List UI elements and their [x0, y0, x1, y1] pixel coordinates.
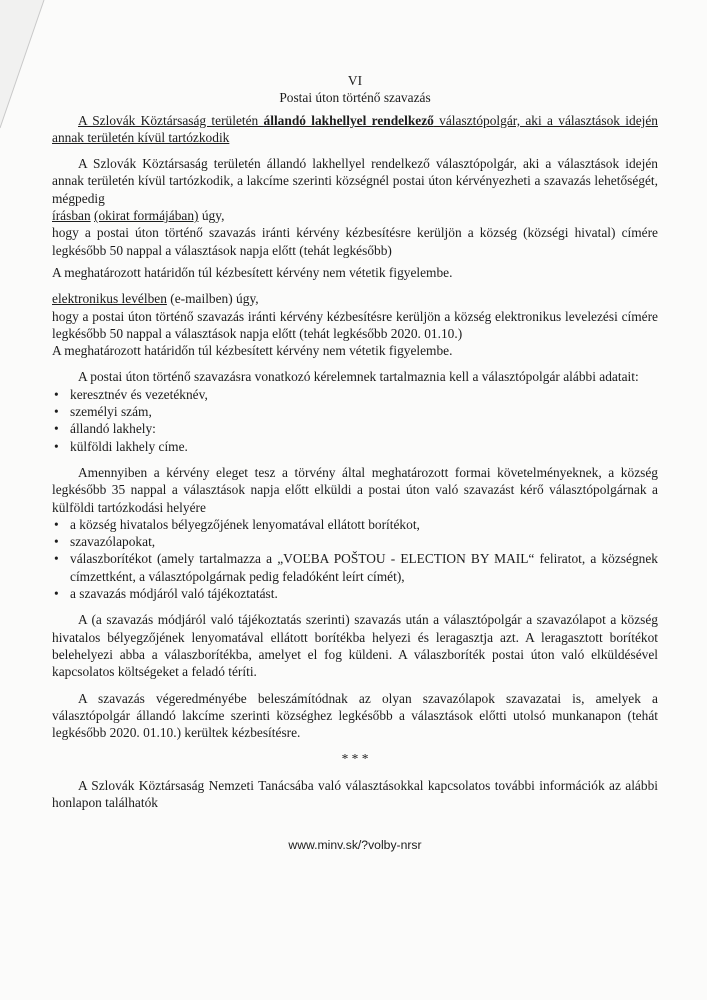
written-label-line — [52, 207, 658, 224]
intro-paragraph: A Szlovák Köztársaság területén állandó lakhellyel rendelkező választópolgár, aki a választások idején annak területén kívül tartózkodik, a lakcíme szerinti községnél postai úton kérvényezheti a szavazás lehetőségét, mégpedig — [52, 156, 658, 206]
request-list — [52, 386, 658, 455]
list-item: • külföldi lakhely címe. — [52, 438, 658, 455]
section-number: VI — [347, 73, 363, 88]
heading-part-1: A Szlovák Köztársaság területén — [78, 112, 264, 128]
separator-asterisks: * * * — [341, 751, 369, 767]
written-label-tail: úgy, — [198, 208, 225, 224]
sending-list — [52, 516, 658, 602]
document-page — [52, 72, 658, 855]
list-item: • keresztnév és vezetéknév, — [52, 386, 658, 403]
email-label-line — [52, 290, 658, 307]
page-corner-fold — [0, 0, 60, 130]
info-paragraph: A Szlovák Köztársaság Nemzeti Tanácsába való választásokkal kapcsolatos további információk az alábbi honlapon találhatók — [52, 777, 658, 810]
sending-paragraph: Amennyiben a kérvény eleget tesz a törvény által meghatározott formai követelményeknek, a község legkésőbb 35 nappal a választások napja előtt elküldi a postai úton való szavazást kérő választópolgárnak a külföldi tartózkodási helyére — [52, 464, 658, 515]
list-item: • a szavazás módjáról való tájékoztatást. — [52, 585, 658, 602]
list-item: • személyi szám, — [52, 403, 658, 420]
written-deadline-note: A meghatározott határidőn túl kézbesített kérvény nem vétetik figyelembe. — [52, 264, 453, 280]
section-heading — [52, 112, 658, 147]
list-item: • a község hivatalos bélyegzőjének lenyomatával ellátott borítékot, — [52, 516, 658, 533]
written-label-note: (okirat formájában) — [94, 208, 199, 224]
result-paragraph: A szavazás végeredményébe beleszámítódnak az olyan szavazólapok szavazatai is, amelyek a választópolgár állandó lakcíme szerinti községhez legkésőbb a választások előtti utolsó munkanapon (tehát legkésőbb 2020. 01.10.) kerültek kézbesítésre. — [52, 690, 658, 741]
heading-part-2-bold: állandó lakhellyel rendelkező — [263, 112, 434, 128]
written-label: írásban — [52, 208, 91, 224]
request-paragraph: A postai úton történő szavazásra vonatkozó kérelemnek tartalmaznia kell a választópolgár alábbi adatait: — [78, 369, 639, 385]
email-label-tail: (e-mailben) úgy, — [166, 291, 259, 307]
written-paragraph: hogy a postai úton történő szavazás iránti kérvény kézbesítésre kerüljön a község (községi hivatal) címére legkésőbb 50 nappal a választások napja előtt (tehát legkésőbb) — [52, 225, 658, 258]
list-item: • állandó lakhely: — [52, 420, 658, 437]
voting-paragraph: A (a szavazás módjáról való tájékoztatás szerinti) szavazás után a választópolgár a szavazólapot a község hivatalos bélyegzőjének lenyomatával ellátott borítékba helyezi és leragasztja azt. A leragasztott borítékot belehelyezi abba a válaszborítékba, amelyet el fog küldeni. A válaszboríték postai úton való elküldésével kapcsolatos költségeket a feladó téríti. — [52, 612, 658, 680]
heading-part-3: választópolgár, aki a választások idején annak területén kívül tartózkodik — [52, 112, 658, 145]
list-item: • válaszborítékot (amely tartalmazza a „VOĽBA POŠTOU - ELECTION BY MAIL“ feliratot, a községnek címzettként, a választópolgárnak pedig feladóként leírt címét), — [52, 550, 658, 585]
website-url: www.minv.sk/?volby-nrsr — [288, 838, 422, 853]
email-paragraph: hogy a postai úton történő szavazás iránti kérvény kézbesítésre kerüljön a község elektronikus levelezési címére legkésőbb 50 nappal a választások napja előtt (tehát legkésőbb 2020. 01.10.) — [52, 308, 658, 341]
list-item: • szavazólapokat, — [52, 533, 658, 550]
email-label: elektronikus levélben — [52, 291, 167, 307]
email-deadline-note: A meghatározott határidőn túl kézbesített kérvény nem vétetik figyelembe. — [52, 343, 453, 359]
section-title: Postai úton történő szavazás — [279, 90, 431, 106]
